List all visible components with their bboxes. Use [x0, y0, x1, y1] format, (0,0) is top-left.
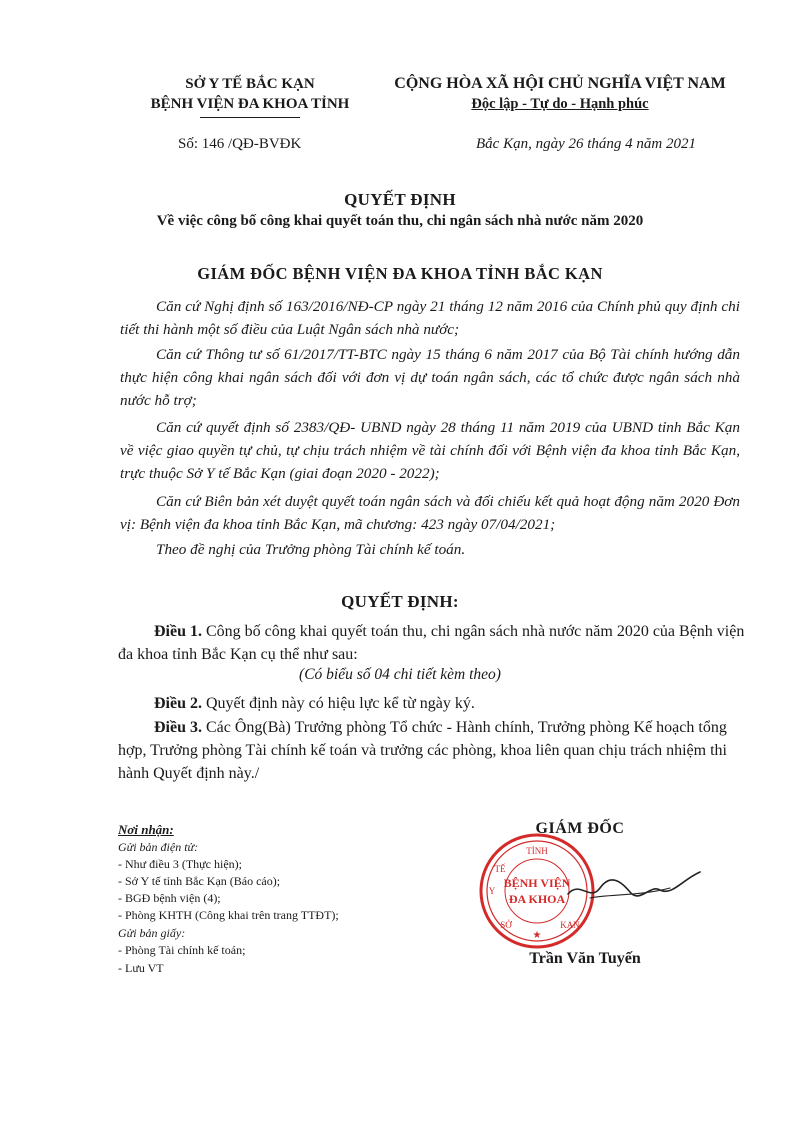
article-1: [118, 620, 748, 666]
document-number: Số: 146 /QĐ-BVĐK: [178, 136, 302, 152]
recipients-electronic-label: Gửi bản điện tử:: [118, 840, 199, 854]
national-title: CỘNG HÒA XÃ HỘI CHỦ NGHĨA VIỆT NAM: [394, 75, 726, 92]
handwritten-signature: [560, 850, 710, 920]
seal-line-1: BỆNH VIỆN: [503, 876, 571, 890]
svg-text:Y: Y: [488, 886, 496, 896]
recipient-item: - BGĐ bệnh viện (4);: [118, 891, 221, 905]
article-3-text: Các Ông(Bà) Trưởng phòng Tổ chức - Hành chính, Trưởng phòng Kế hoạch tổng hợp, Trưởng phòng Tài chính kế toán và trưởng các phòng, khoa liên quan chịu trách nhiệm thi hành Quyết định này./: [118, 719, 727, 782]
article-2: [118, 692, 748, 715]
legal-basis-2: Căn cứ Thông tư số 61/2017/TT-BTC ngày 15 tháng 6 năm 2017 của Bộ Tài chính hướng dẫn thực hiện công khai ngân sách đối với đơn vị dự toán ngân sách, các tổ chức được ngân sách nhà nước hỗ trợ;: [120, 346, 740, 409]
recipient-item: - Phòng KHTH (Công khai trên trang TTĐT);: [118, 908, 339, 922]
svg-text:SỞ: SỞ: [500, 920, 512, 930]
place-date: Bắc Kạn, ngày 26 tháng 4 năm 2021: [476, 136, 696, 152]
article-2-label: Điều 2.: [154, 695, 202, 712]
legal-basis-5: Theo đề nghị của Trưởng phòng Tài chính kế toán.: [156, 541, 466, 558]
article-2-text: Quyết định này có hiệu lực kể từ ngày ký.: [206, 695, 475, 712]
svg-text:TẾ: TẾ: [494, 864, 506, 874]
recipient-item: - Sở Y tế tỉnh Bắc Kạn (Báo cáo);: [118, 874, 281, 888]
decision-heading: QUYẾT ĐỊNH:: [341, 592, 459, 611]
svg-text:★: ★: [532, 930, 542, 941]
organization-name: BỆNH VIỆN ĐA KHOA TỈNH: [150, 96, 350, 112]
issuing-authority: GIÁM ĐỐC BỆNH VIỆN ĐA KHOA TỈNH BẮC KẠN: [197, 264, 603, 283]
national-motto: Độc lập - Tự do - Hạnh phúc: [471, 96, 649, 112]
recipient-item: - Như điều 3 (Thực hiện);: [118, 857, 242, 871]
article-3-label: Điều 3.: [154, 719, 202, 736]
legal-basis-4: Căn cứ Biên bản xét duyệt quyết toán ngân sách và đối chiếu kết quả hoạt động năm 2020 Đơn vị: Bệnh viện đa khoa tỉnh Bắc Kạn, mã chương: 423 ngày 07/04/2021;: [120, 493, 740, 533]
signer-role: GIÁM ĐỐC: [535, 820, 625, 837]
legal-basis-3: Căn cứ quyết định số 2383/QĐ- UBND ngày 28 tháng 11 năm 2019 của UBND tỉnh Bắc Kạn về việc giao quyền tự chủ, tự chịu trách nhiệm về tài chính đối với Bệnh viện đa khoa tỉnh Bắc Kạn, trực thuộc Sở Y tế Bắc Kạn (giai đoạn 2020 - 2022);: [120, 419, 740, 482]
seal-line-2: ĐA KHOA: [508, 892, 566, 906]
svg-text:TỈNH: TỈNH: [526, 846, 548, 856]
legal-basis-1: Căn cứ Nghị định số 163/2016/NĐ-CP ngày 21 tháng 12 năm 2016 của Chính phủ quy định chi tiết thi hành một số điều của Luật Ngân sách nhà nước;: [120, 298, 740, 338]
signer-name: Trần Văn Tuyến: [529, 950, 641, 967]
document-subtitle: Về việc công bố công khai quyết toán thu, chi ngân sách nhà nước năm 2020: [156, 213, 644, 229]
svg-text:KẠN: KẠN: [560, 920, 580, 930]
attachment-note: (Có biểu số 04 chi tiết kèm theo): [299, 666, 501, 683]
article-1-label: Điều 1.: [154, 623, 202, 640]
recipients-paper-label: Gửi bản giấy:: [118, 926, 186, 940]
recipients-heading: Nơi nhận:: [118, 822, 174, 837]
article-1-text: Công bố công khai quyết toán thu, chi ngân sách nhà nước năm 2020 của Bệnh viện đa khoa tỉnh Bắc Kạn cụ thể như sau:: [118, 623, 745, 663]
recipient-item: - Phòng Tài chính kế toán;: [118, 943, 246, 957]
organization-parent: SỞ Y TẾ BẮC KẠN: [185, 76, 315, 92]
document-title: QUYẾT ĐỊNH: [344, 190, 456, 209]
recipient-item: - Lưu VT: [118, 961, 164, 975]
article-3: [118, 716, 748, 785]
org-underline: [200, 117, 300, 118]
